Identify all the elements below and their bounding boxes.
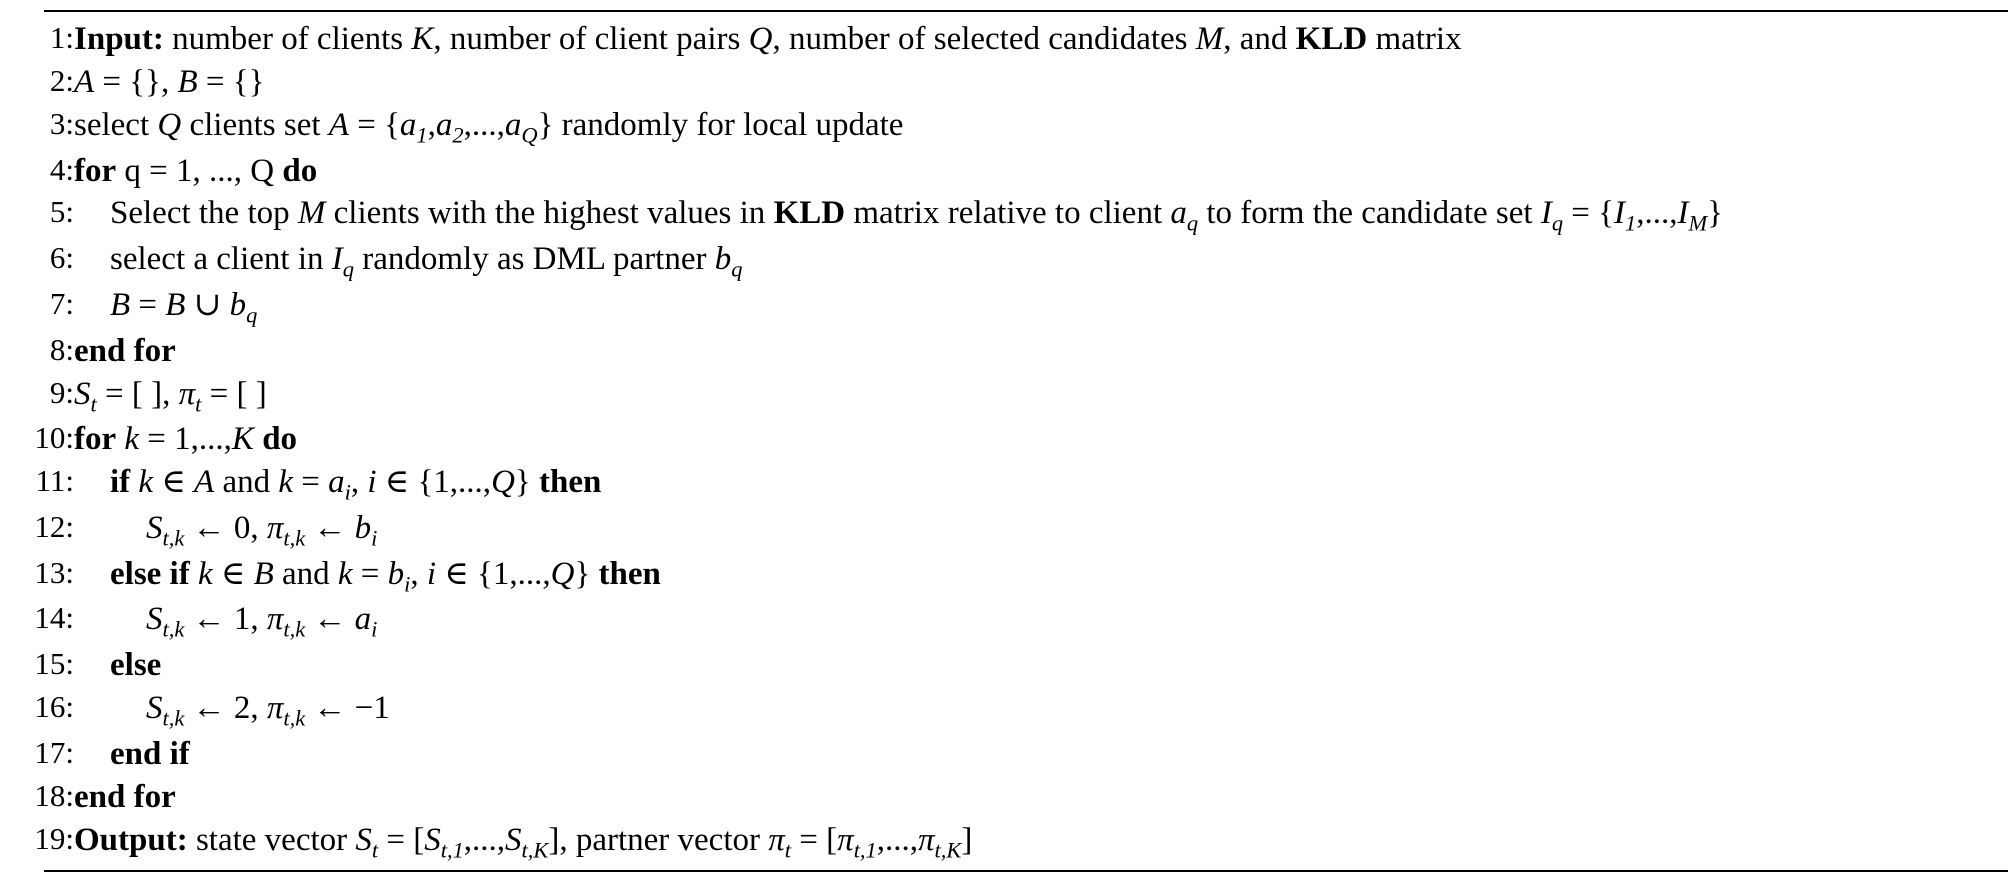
line-number: 6:: [49, 240, 74, 276]
line-text: [74, 330, 1986, 373]
text-segment: t,k: [162, 705, 185, 731]
text-segment: [254, 421, 262, 457]
text-segment: ∈: [153, 464, 195, 501]
text-segment: k: [337, 555, 353, 592]
line-text: [74, 819, 1986, 865]
text-segment: k: [278, 464, 293, 501]
algorithm-line: [22, 238, 1986, 284]
line-content: [74, 373, 1986, 419]
text-segment: Input:: [74, 21, 164, 57]
text-segment: number of clients: [163, 21, 412, 57]
text-segment: =: [293, 464, 329, 501]
line-content: [74, 598, 1986, 644]
line-text: [74, 507, 1986, 553]
text-segment: π: [768, 821, 785, 858]
text-segment: t: [784, 837, 792, 863]
algorithm-line: [22, 104, 1986, 150]
text-segment: b: [229, 286, 247, 323]
line-number: 13:: [34, 554, 74, 590]
line-text: [74, 461, 1986, 507]
text-segment: t,1: [853, 837, 877, 863]
text-segment: ← 0,: [184, 509, 267, 546]
algorithm-line: [22, 284, 1986, 330]
text-segment: i: [404, 571, 411, 597]
line-text: [74, 598, 1986, 644]
line-content: [74, 192, 1986, 238]
text-segment: q: [1186, 211, 1199, 237]
text-segment: q: [342, 256, 354, 282]
text-segment: M: [297, 195, 326, 232]
text-segment: ←: [305, 601, 355, 638]
text-segment: 1: [1624, 211, 1637, 237]
top-rule: [44, 10, 2008, 12]
line-text: [74, 18, 1986, 61]
line-content: [74, 150, 1986, 193]
line-content: [74, 644, 1986, 687]
text-segment: and: [214, 464, 279, 501]
line-number: 18:: [34, 777, 74, 813]
text-segment: ∈: [212, 555, 254, 592]
text-segment: t,K: [521, 837, 549, 863]
text-segment: I: [1540, 195, 1552, 232]
line-content: [74, 687, 1986, 733]
text-segment: t,k: [162, 525, 185, 551]
text-segment: ,...,: [463, 106, 505, 143]
text-segment: ∈ {1,...,: [436, 555, 551, 592]
text-segment: i: [371, 525, 378, 551]
text-segment: I: [331, 241, 343, 278]
text-segment: I: [1613, 195, 1625, 232]
text-segment: B: [177, 63, 198, 100]
text-segment: to form the candidate set: [1198, 195, 1541, 232]
line-text: [74, 553, 1986, 599]
text-segment: M: [1688, 211, 1708, 237]
text-segment: K: [231, 421, 254, 458]
line-number: 16:: [34, 689, 74, 725]
text-segment: i: [344, 479, 351, 505]
text-segment: = {},: [94, 63, 178, 100]
algorithm-line: [22, 776, 1986, 819]
text-segment: S: [146, 690, 163, 727]
text-segment: , number of selected candidates: [772, 21, 1196, 57]
text-segment: if: [110, 464, 131, 501]
line-content: [74, 461, 1986, 507]
text-segment: select: [74, 106, 158, 143]
text-segment: matrix: [1367, 21, 1462, 57]
line-content: [74, 330, 1986, 373]
text-segment: π: [837, 821, 854, 858]
text-segment: ,: [427, 106, 436, 143]
text-segment: b: [714, 241, 732, 278]
text-segment: i: [426, 555, 437, 592]
algorithm-line: [22, 18, 1986, 61]
text-segment: Q: [157, 106, 182, 143]
text-segment: matrix relative to client: [845, 195, 1171, 232]
text-segment: π: [266, 690, 284, 727]
text-segment: a: [1170, 195, 1187, 232]
line-number: 17:: [34, 734, 74, 770]
text-segment: t,k: [283, 525, 306, 551]
line-content: [74, 776, 1986, 819]
line-number: 3:: [49, 105, 74, 141]
text-segment: A: [328, 106, 349, 143]
text-segment: B: [253, 555, 274, 592]
text-segment: ← 1,: [184, 601, 267, 638]
text-segment: and: [273, 555, 338, 592]
text-segment: ∈ {1,...,: [376, 464, 492, 501]
text-segment: q: [1551, 211, 1564, 237]
line-number: 1:: [49, 20, 74, 55]
text-segment: ← 2,: [184, 690, 267, 727]
text-segment: = [: [378, 821, 425, 858]
line-number: 10:: [34, 420, 74, 456]
text-segment: ,: [410, 555, 427, 592]
text-segment: 2: [452, 122, 464, 148]
text-segment: b: [387, 555, 405, 592]
line-number: 2:: [49, 62, 74, 98]
text-segment: K: [411, 21, 434, 57]
text-segment: B: [110, 286, 131, 323]
text-segment: k: [138, 464, 154, 501]
text-segment: π: [918, 821, 935, 858]
text-segment: b: [354, 509, 372, 546]
text-segment: a: [435, 106, 453, 143]
text-segment: end if: [110, 735, 190, 772]
algorithm-line: [22, 330, 1986, 373]
text-segment: KLD: [773, 195, 846, 232]
text-segment: select a client in: [110, 241, 332, 278]
line-content: [74, 819, 1986, 865]
line-text: [74, 104, 1986, 150]
line-content: [74, 733, 1986, 776]
text-segment: k: [124, 421, 140, 458]
text-segment: Q: [491, 464, 515, 501]
text-segment: t,k: [283, 705, 306, 731]
text-segment: S: [146, 601, 163, 638]
algorithm-line: [22, 150, 1986, 193]
line-content: [74, 104, 1986, 150]
line-content: [74, 61, 1986, 104]
algorithm-line: [22, 644, 1986, 687]
text-segment: = 1,...,: [139, 421, 232, 458]
line-text: [74, 373, 1986, 419]
text-segment: ←: [305, 509, 355, 546]
text-segment: do: [262, 421, 298, 458]
text-segment: k: [197, 555, 213, 592]
text-segment: then: [539, 464, 602, 501]
line-text: [74, 418, 1986, 461]
text-segment: end for: [74, 332, 176, 369]
line-text: [74, 733, 1986, 776]
text-segment: , and: [1223, 21, 1296, 57]
line-number: 7:: [49, 285, 74, 321]
text-segment: clients with the highest values in: [325, 195, 774, 232]
line-content: [74, 553, 1986, 599]
text-segment: ,...,: [463, 821, 506, 858]
text-segment: a: [504, 106, 522, 143]
algorithm-line: [22, 687, 1986, 733]
text-segment: Q: [748, 21, 773, 57]
text-segment: Q: [521, 122, 538, 148]
text-segment: t: [195, 391, 202, 417]
text-segment: q = 1, ..., Q: [116, 152, 283, 189]
algorithm-line: [22, 598, 1986, 644]
line-number: 14:: [34, 600, 74, 636]
text-segment: KLD: [1295, 21, 1368, 57]
text-segment: a: [328, 464, 345, 501]
text-segment: t,1: [440, 837, 464, 863]
text-segment: =: [130, 286, 166, 323]
line-text: [74, 150, 1986, 193]
line-number: 12:: [34, 508, 74, 544]
text-segment: [190, 556, 198, 592]
text-segment: t,K: [934, 837, 962, 863]
line-text: [74, 687, 1986, 733]
line-number: 5:: [49, 194, 74, 230]
text-segment: ], partner vector: [548, 821, 769, 858]
text-segment: for: [74, 421, 117, 458]
algorithm-line: [22, 461, 1986, 507]
text-segment: π: [178, 375, 196, 412]
text-segment: π: [266, 509, 284, 546]
text-segment: = [: [791, 821, 838, 858]
text-segment: = [ ],: [96, 375, 179, 412]
algorithm-line: [22, 733, 1986, 776]
text-segment: Q: [550, 555, 575, 592]
text-segment: then: [598, 555, 661, 592]
text-segment: t,k: [162, 617, 185, 643]
line-text: [74, 192, 1986, 238]
line-number: 9:: [49, 374, 74, 410]
text-segment: for: [74, 152, 117, 189]
line-content: [74, 507, 1986, 553]
text-segment: = [ ]: [201, 375, 267, 412]
text-segment: , number of client pairs: [433, 21, 749, 57]
text-segment: 1: [416, 122, 428, 148]
text-segment: else: [110, 647, 162, 684]
text-segment: I: [1677, 195, 1689, 232]
line-text: [74, 644, 1986, 687]
text-segment: } randomly for local update: [537, 106, 904, 143]
text-segment: = {: [1563, 195, 1614, 232]
algorithm-line: [22, 819, 1986, 865]
text-segment: ]: [961, 821, 973, 858]
line-text: [74, 238, 1986, 284]
text-segment: ∪: [185, 286, 230, 323]
algorithm-line: [22, 61, 1986, 104]
line-number: 19:: [34, 820, 74, 856]
line-number: 8:: [49, 331, 74, 367]
text-segment: ,: [350, 464, 368, 501]
line-text: [74, 284, 1986, 330]
line-number: 4:: [49, 151, 74, 187]
text-segment: ← −1: [305, 690, 390, 727]
algorithm-line: [22, 553, 1986, 599]
line-text: [74, 61, 1986, 104]
text-segment: t,k: [283, 617, 306, 643]
text-segment: = {}: [197, 63, 265, 100]
line-text: [74, 776, 1986, 819]
text-segment: π: [266, 601, 284, 638]
text-segment: q: [246, 302, 258, 328]
text-segment: do: [282, 152, 318, 189]
text-segment: clients set: [181, 106, 329, 143]
text-segment: }: [514, 464, 539, 501]
line-content: [74, 284, 1986, 330]
text-segment: ,...,: [1636, 195, 1678, 232]
text-segment: Output:: [74, 821, 188, 858]
algorithm-lines: [22, 18, 1986, 864]
line-number: 11:: [35, 463, 74, 499]
text-segment: B: [165, 286, 186, 323]
algorithm-line: [22, 192, 1986, 238]
line-content: [74, 238, 1986, 284]
text-segment: a: [354, 601, 372, 638]
text-segment: t: [90, 391, 97, 417]
text-segment: }: [574, 555, 599, 592]
text-segment: q: [731, 256, 743, 282]
text-segment: S: [424, 821, 441, 858]
text-segment: else if: [110, 555, 190, 592]
line-number: 15:: [34, 646, 74, 682]
text-segment: i: [367, 464, 377, 501]
text-segment: }: [1707, 195, 1723, 232]
text-segment: ,...,: [876, 821, 918, 858]
text-segment: Select the top: [110, 195, 298, 232]
text-segment: i: [371, 617, 378, 643]
line-content: [74, 18, 1986, 61]
text-segment: S: [74, 375, 91, 412]
text-segment: S: [505, 821, 522, 858]
text-segment: a: [399, 106, 417, 143]
text-segment: t: [371, 837, 379, 863]
text-segment: =: [352, 555, 388, 592]
text-segment: A: [194, 464, 215, 501]
text-segment: S: [146, 509, 163, 546]
text-segment: state vector: [187, 821, 356, 858]
text-segment: S: [355, 821, 372, 858]
text-segment: end for: [74, 778, 176, 815]
algorithm-line: [22, 507, 1986, 553]
algorithm-line: [22, 373, 1986, 419]
text-segment: = {: [348, 106, 400, 143]
text-segment: M: [1195, 21, 1224, 57]
text-segment: A: [74, 63, 95, 100]
line-content: [74, 418, 1986, 461]
text-segment: randomly as DML partner: [353, 241, 715, 278]
algorithm-line: [22, 418, 1986, 461]
